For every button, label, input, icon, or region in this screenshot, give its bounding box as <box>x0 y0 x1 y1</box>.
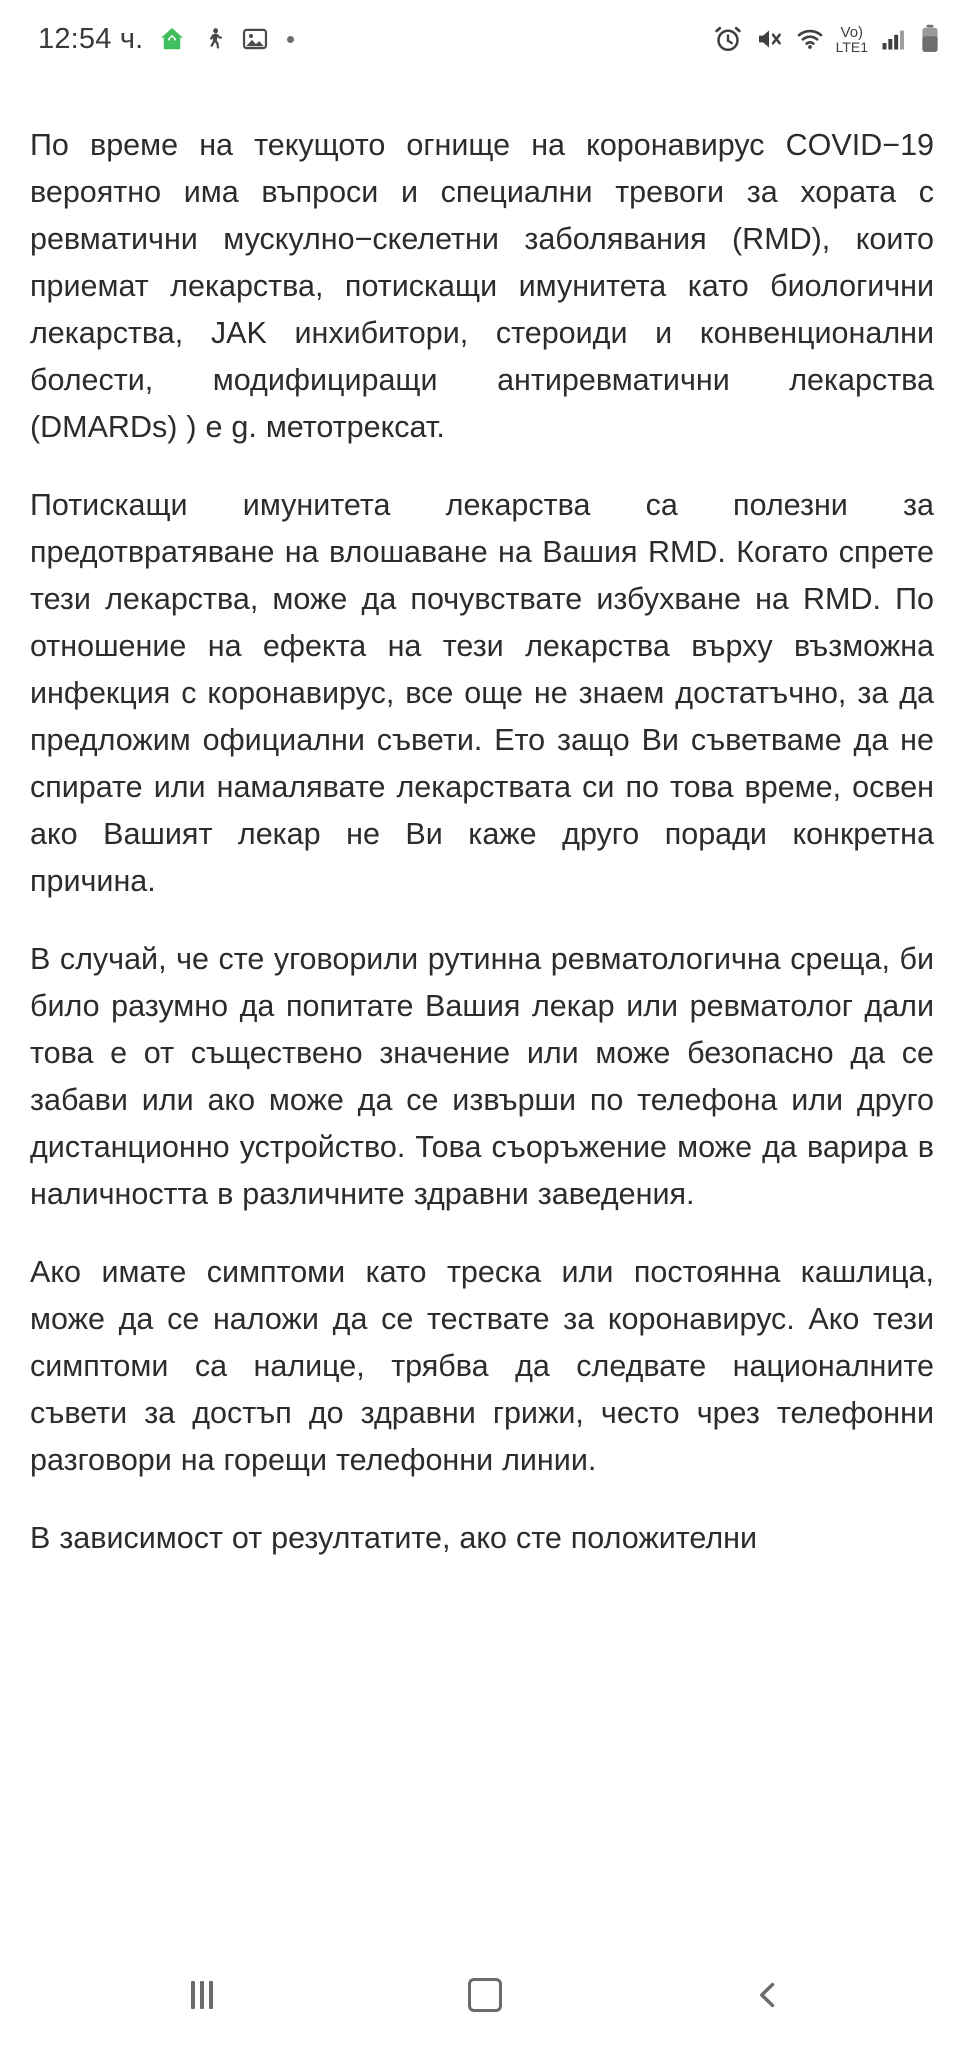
home-square-icon <box>468 1978 502 2012</box>
status-bar-right <box>713 24 942 54</box>
system-navigation-bar <box>0 1940 970 2048</box>
paragraph: В зависимост от резултатите, ако сте положителни <box>30 1521 758 1555</box>
alarm-clock-icon <box>713 24 743 54</box>
paragraph: Ако имате симптоми като треска или постоянна кашлица, може да се наложи да се тествате за коронавирус. Ако тези симптоми са налице, трябва да следвате националните съвети за достъп до здравни грижи, често чрез телефонни разговори на горещи телефонни линии. <box>30 1255 934 1477</box>
paragraph: В случай, че сте уговорили рутинна ревматологична среща, би било разумно да попитате Вашия лекар или ревматолог дали това е от съществено значение или може безопасно да се забави или ако може да се извърши по телефона или друго дистанционно устройство. Това съоръжение може да варира в наличността в различните здравни заведения. <box>30 942 934 1211</box>
image-icon <box>241 25 269 53</box>
status-bar-left <box>38 23 294 56</box>
volte-icon <box>836 25 868 54</box>
mute-volume-icon <box>754 24 784 54</box>
home-button[interactable] <box>440 1950 530 2040</box>
status-bar <box>0 0 970 78</box>
volte-upper-label: Vo) <box>840 23 864 41</box>
battery-icon <box>918 24 942 54</box>
paragraph: По време на текущото огнище на коронавирус COVID−19 вероятно има въпроси и специални тревоги за хората с ревматични мускулно−скелетни заболявания (RMD), които приемат лекарства, потискащи имунитета като биологични лекарства, JAK инхибитори, стероиди и конвенционални болести, модифициращи антиревматични лекарства (DMARDs) ) е g. метотрексат. <box>30 128 934 444</box>
signal-bars-icon <box>879 25 907 53</box>
recents-icon <box>191 1981 213 2009</box>
paragraph: Потискащи имунитета лекарства са полезни за предотвратяване на влошаване на Вашия RMD. Когато спрете тези лекарства, може да почувствате избухване на RMD. По отношение на ефекта на тези лекарства върху възможна инфекция с коронавирус, все още не знаем достатъчно, за да предложим официални съвети. Ето защо Ви съветваме да не спирате или намалявате лекарствата си по това време, освен ако Вашият лекар не Ви каже друго поради конкретна причина. <box>30 488 934 898</box>
content-bottom-fade <box>0 1906 970 1940</box>
home-assistant-icon <box>157 24 187 54</box>
volte-lower-label: LTE1 <box>835 38 868 55</box>
more-dot-icon <box>287 36 294 43</box>
chevron-left-icon <box>751 1978 785 2012</box>
person-run-icon <box>201 24 227 54</box>
back-button[interactable] <box>723 1950 813 2040</box>
article-content[interactable] <box>0 78 970 1940</box>
wifi-icon <box>795 24 825 54</box>
status-clock: 12:54 ч. <box>38 22 144 55</box>
recents-button[interactable] <box>157 1950 247 2040</box>
